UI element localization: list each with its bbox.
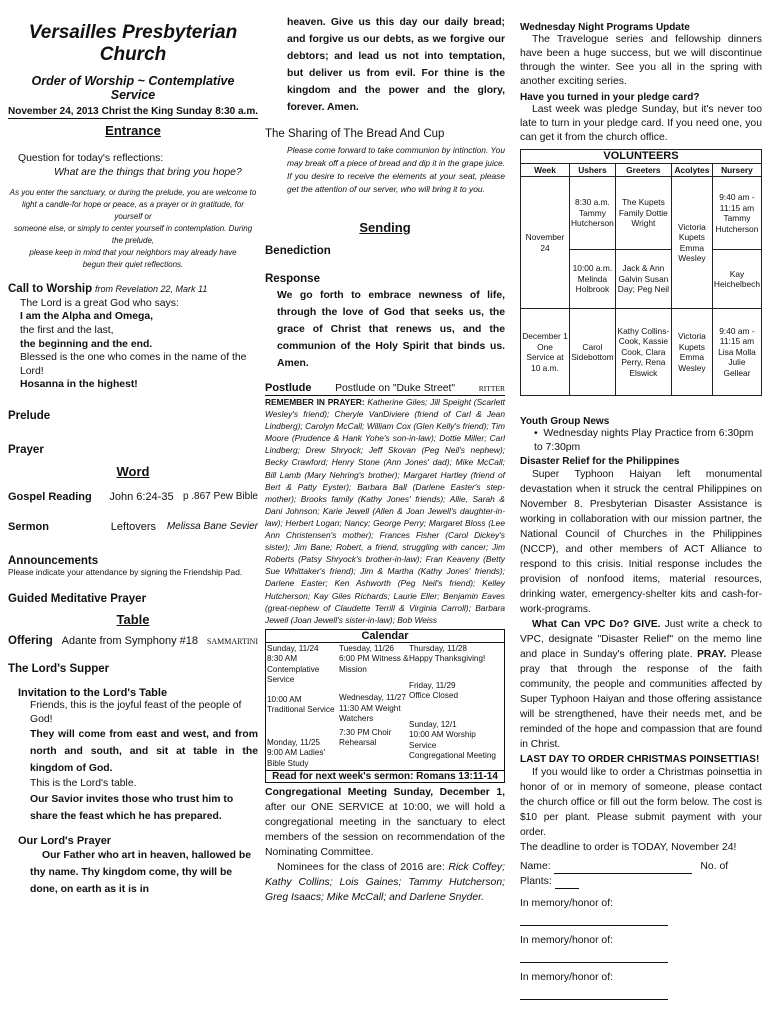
week-cell: November 24 [521,177,570,309]
order-form-memory-row [520,970,762,1000]
service-date: November 24, 2013 [8,106,99,117]
invitation-line: This is the Lord's table. [30,778,137,790]
calendar-event: 9:00 AM Ladies' Bible Study [267,748,326,768]
bullet-icon: • [534,428,544,440]
response-label: Response [265,273,320,285]
postlude-piece: Postlude on "Duke Street" [335,383,456,394]
offering-composer: SAMMARTINI [206,636,258,646]
call-line: The Lord is a great God who says: [20,297,179,309]
sending-heading: Sending [359,220,411,235]
lords-prayer-label: Our Lord's Prayer [18,834,112,847]
ushers-cell: Carol Sidebottom [570,309,616,396]
nominees [265,860,505,905]
gospel-page: p .867 Pew Bible [182,490,258,502]
calendar-event: 10:00 AM Worship Service [409,730,476,750]
lords-prayer-continued: heaven. Give us this day our daily bread; and forgive us our debts, as we forgive our debtors; and lead us not into temptation, but deliver us from evil. For thine is the kingdom and the power and the glory, forever. Amen. [287,17,505,113]
invitation-line: Our Savior invites those who trust him to share the feast which he has prepared. [30,793,234,822]
lords-supper-label: The Lord's Supper [8,662,110,675]
reflection-line: please keep in mind that your neighbors may already have [29,248,237,258]
calendar-day: Sunday, 12/1 [409,719,457,729]
calendar-col-2 [339,644,409,770]
announcements-label: Announcements [8,554,99,567]
reflection-line: begun their quiet reflections. [82,260,184,270]
guided-prayer-label: Guided Meditative Prayer [8,592,147,605]
response-text: We go forth to embrace newness of life, through the love of God that seeks us, the grace of Christ that renews us, and the communion of the Holy Spirit that binds us. Amen. [277,290,505,369]
volunteers-table [520,149,762,396]
offering-piece: Adante from Symphony #18 [61,634,198,647]
meeting-title: Congregational Meeting Sunday, December 1, [265,787,505,799]
name-label: Name: [520,861,551,873]
wed-programs-text: The Travelogue series and fellowship dinners have been a huge success, but we will discontinue through the winter. See you all in the spring with another exciting series. [520,34,762,87]
pray-lead: PRAY. [697,649,727,661]
meeting-text: after our ONE SERVICE at 10:00, we will hold a congregational meeting in the sanctuary to elect members of the session on recommendation of the Nominating Committee. [265,802,505,859]
reflection-line: someone else, or simply to center yourself in contemplation. During the prelude, [13,224,253,246]
prayer-label: Prayer [8,443,44,456]
week-cell: December 1 One Service at 10 a.m. [521,309,570,396]
calendar-event: 7:30 PM Choir Rehearsal [339,727,392,748]
word-heading: Word [116,463,150,479]
nursery-cell: Kay Heichelbech [712,250,761,309]
table-row [521,309,762,396]
offering-row [8,635,258,647]
memory-label: In memory/honor of: [520,898,613,910]
pray-text: Please pray that through the response of the faith community, the people and communities affected by Super Typhoon Haiyan and those offering assistance will be strengthened, have their needs met, and be reminded of the hope and compassion that are found in Christ. [520,649,762,751]
sermon-speaker: Melissa Bane Sevier [166,520,258,532]
give-text: Just write a check to VPC, designate "Disaster Relief" on the memo line and place in Sunday's offering plate. [520,619,762,661]
entrance-heading: Entrance [105,123,161,138]
greeters-cell: The Kupets Family Dottie Wright [615,177,671,250]
invitation-line: They will come from east and west, and from north and south, and sit at table in the kingdom of God. [30,729,258,775]
calendar-event: 10:00 AM Traditional Service [267,694,335,715]
invitation-label: Invitation to the Lord's Table [18,686,168,699]
column-sending [265,0,505,1024]
column-order-of-worship [8,0,258,1024]
calendar-day: Wednesday, 11/27 [339,693,406,703]
church-name: Versailles Presbyterian Church [28,22,238,65]
memory-label: In memory/honor of: [520,935,613,947]
calendar-heading: Calendar [266,630,504,643]
memory-field[interactable] [520,962,668,963]
give-lead: What Can VPC Do? GIVE. [532,619,661,631]
nursery-cell: 9:40 am - 11:15 am Tammy Hutcherson [712,177,761,250]
invitation-line: Friends, this is the joyful feast of the people of God! [30,699,242,725]
ushers-cell: 10:00 a.m. Melinda Holbrook [570,250,616,309]
order-form-memory-row [520,933,762,963]
prelude-label: Prelude [8,409,51,422]
reflection-line: light a candle-for hope or peace, as a prayer or in gratitude, for yourself or [22,200,244,222]
plants-label: No. of Plants: [520,861,729,888]
gospel-ref: John 6:24-35 [109,490,174,503]
acolytes-cell: Victoria Kupets Emma Wesley [671,309,712,396]
benediction-label: Benediction [265,245,331,257]
poinsettia-text: If you would like to order a Christmas poinsettia in honor of or in memory of someone, please contact the church office or fill out the form below. The cost is $10 per plant. Please submit payment with your order. [520,767,762,839]
greeters-cell: Kathy Collins-Cook, Kassie Cook, Clara Perry, Rena Elswick [615,309,671,396]
col-header: Acolytes [671,163,712,177]
disaster-title: Disaster Relief for the Philippines [520,456,680,468]
calendar-col-1 [267,644,339,770]
poinsettia-title: LAST DAY TO ORDER CHRISTMAS POINSETTIAS! [520,754,760,766]
meeting-notice [265,785,505,860]
calendar-box [265,629,505,784]
invitation-lines [8,699,258,825]
sharing-title: The Sharing of The Bread And Cup [265,128,445,140]
column-news [520,0,762,1024]
call-to-worship-label: Call to Worship [8,283,93,296]
order-form-name-row [520,859,762,889]
gospel-row [8,491,258,503]
announcements-note: Please indicate your attendance by signing the Friendship Pad. [8,566,243,577]
next-sermon: Read for next week's sermon: Romans 13:11-14 [266,770,504,782]
sermon-label: Sermon [8,520,49,533]
order-title: Order of Worship ~ Contemplative Service [31,74,235,102]
youth-item [520,427,762,454]
youth-item-text: Wednesday nights Play Practice from 6:30pm to 7:30pm [534,428,754,453]
prayer-list-names: Katherine Giles; Jill Speight (Scarlett Wesley's friend); Cheryle VanDiviere (friend of Carl & Jean Lindberg); Carolyn McCall; William Cox (Glen Kelly's friend); Tim Moore (Prudence & Hank Yohe's son-in-law); Dottie Miller; Carl Lindberg; Drew Shryock; Jeff Skovan (Peg Neil's nephew); Becky Crawford; Henry Stone (Ann Jones' dad); Mike McCall; Bill Lamb (Mary Nehring's brother); Margaret Hartley (friend of Bert & Patty Eyster); Barbara Ball (Darlene Easter's step-mother); Brooks family (Kathy Jones' friends); Allie, Sarah & Dani Johnson; Karie Jewell (Allen & Joan Jewell's daughter-in-law); Herbert Logan; Nancy; George Perry; Margaret Bloss (Lee Ann Christensen's mother); Frances Fisher (Carol Dickey's sister); Jim Bane; Robert, a friend, struggling with cancer; Jim Roberts (Patsy Shryock's brother-in-law); Fran Keaveny (Betty Sue Whittaker's friend); Jim & Martha (Kathy Jones' friends); Darlene Easter; Ken Ashworth (Peg Neil's friend); Kelley Hutcherson; Kay Giles Richards; Laurie Eller; Benjamin Eaves (great-nephew of Claudette Terrill & Virginia Carroll); Barbara Jewell (Joan Jewell's sister-in-law); Bob Weiss [265,397,505,625]
sermon-row [8,521,258,533]
call-line: the beginning and the end. [20,338,153,350]
order-form-memory-row [520,896,762,926]
gospel-label: Gospel Reading [8,490,92,503]
calendar-col-3 [409,644,503,770]
memory-field[interactable] [520,999,668,1000]
call-line: I am the Alpha and Omega, [20,311,153,323]
call-to-worship-ref: from Revelation 22, Mark 11 [95,284,208,295]
question-text: What are the things that bring you hope? [54,166,242,178]
prayer-list-label: REMEMBER IN PRAYER: [265,397,365,407]
give-paragraph [520,617,762,752]
calendar-day: Monday, 11/25 [267,737,320,747]
memory-label: In memory/honor of: [520,972,613,984]
reflection-instructions [8,187,258,271]
service-date-row [8,106,258,119]
prayer-list [265,396,505,626]
nominees-label: Nominees for the class of 2016 are: [277,862,445,874]
acolytes-cell: Victoria Kupets Emma Wesley [671,177,712,309]
postlude-composer: RITTER [478,384,505,393]
calendar-event: Happy Thanksgiving! [409,654,486,664]
call-line: Blessed is the one who comes in the name of the Lord! [20,352,247,377]
liturgical-day: Christ the King Sunday [101,106,213,117]
disaster-text: Super Typhoon Haiyan left monumental devastation when it struck the central Philippines on November 8. Presbyterian Disaster Assistance is working in collaboration with our mission partner, the National Council of Churches in the Philippines (NCCP), and other members of ACT Alliance to respond to this crisis. Initial response includes the provision of nonfood items, material resources, drinking water, emergency-shelter kits and cash-for-work-programs. [520,469,762,616]
wed-programs-title: Wednesday Night Programs Update [520,22,690,33]
nursery-cell: 9:40 am - 11:15 am Lisa Molla Julie Gellear [712,309,761,396]
postlude-label: Postlude [265,382,312,394]
call-line: the first and the last, [20,324,114,336]
calendar-day: Tuesday, 11/26 [339,643,394,653]
volunteers-heading: VOLUNTEERS [521,150,762,164]
col-header: Nursery [712,163,761,177]
calendar-day: Friday, 11/29 [409,680,456,690]
call-to-worship [8,283,258,297]
volunteers-header-row [521,163,762,177]
plants-field[interactable] [555,888,579,889]
offering-label: Offering [8,634,53,647]
col-header: Week [521,163,570,177]
calendar-event: 6:00 PM Witness & Mission [339,654,409,674]
call-line: Hosanna in the highest! [20,379,138,391]
pledge-title: Have you turned in your pledge card? [520,92,700,103]
call-lines [8,297,258,392]
name-field[interactable] [554,873,692,874]
calendar-event: Office Closed [409,691,458,701]
calendar-day: Sunday, 11/24 [267,643,319,653]
nominees-names: Rick Coffey; Kathy Collins; Lois Gaines; Tammy Hutcherson; Greg Isaacs; Mike McCall; and Darlene Snyder. [265,862,505,904]
col-header: Greeters [615,163,671,177]
calendar-event: 8:30 AM Contemplative Service [267,654,320,685]
lords-prayer-text: Our Father who art in heaven, hallowed be thy name. Thy kingdom come, thy will be done, on earth as it is in [30,849,252,895]
table-heading: Table [116,611,150,627]
sermon-title: Leftovers [110,520,157,533]
pledge-text: Last week was pledge Sunday, but it's never too late to turn in your pledge card. If you need one, you can get it from the church office. [520,104,762,143]
deadline: The deadline to order is TODAY, November 24! [520,842,737,854]
postlude-row [265,382,505,394]
youth-title: Youth Group News [520,416,610,428]
sharing-text: Please come forward to take communion by intinction. You may break off a piece of bread and dip it in the grape juice. If you desire to receive the elements at your seat, please get the attention of our server, who will bring it to you. [287,145,505,194]
table-row [521,177,762,250]
calendar-grid [266,643,504,771]
calendar-day: Thursday, 11/28 [409,643,467,653]
memory-field[interactable] [520,925,668,926]
col-header: Ushers [570,163,616,177]
reflection-line: As you enter the sanctuary, or during the prelude, you are welcome to [9,188,257,198]
ushers-cell: 8:30 a.m. Tammy Hutcherson [570,177,616,250]
service-time: 8:30 a.m. [215,106,258,117]
calendar-event: Congregational Meeting [409,751,496,761]
question-label: Question for today's reflections: [18,153,164,164]
greeters-cell: Jack & Ann Galvin Susan Day; Peg Neil [615,250,671,309]
calendar-event: 11:30 AM Weight Watchers [339,703,401,724]
